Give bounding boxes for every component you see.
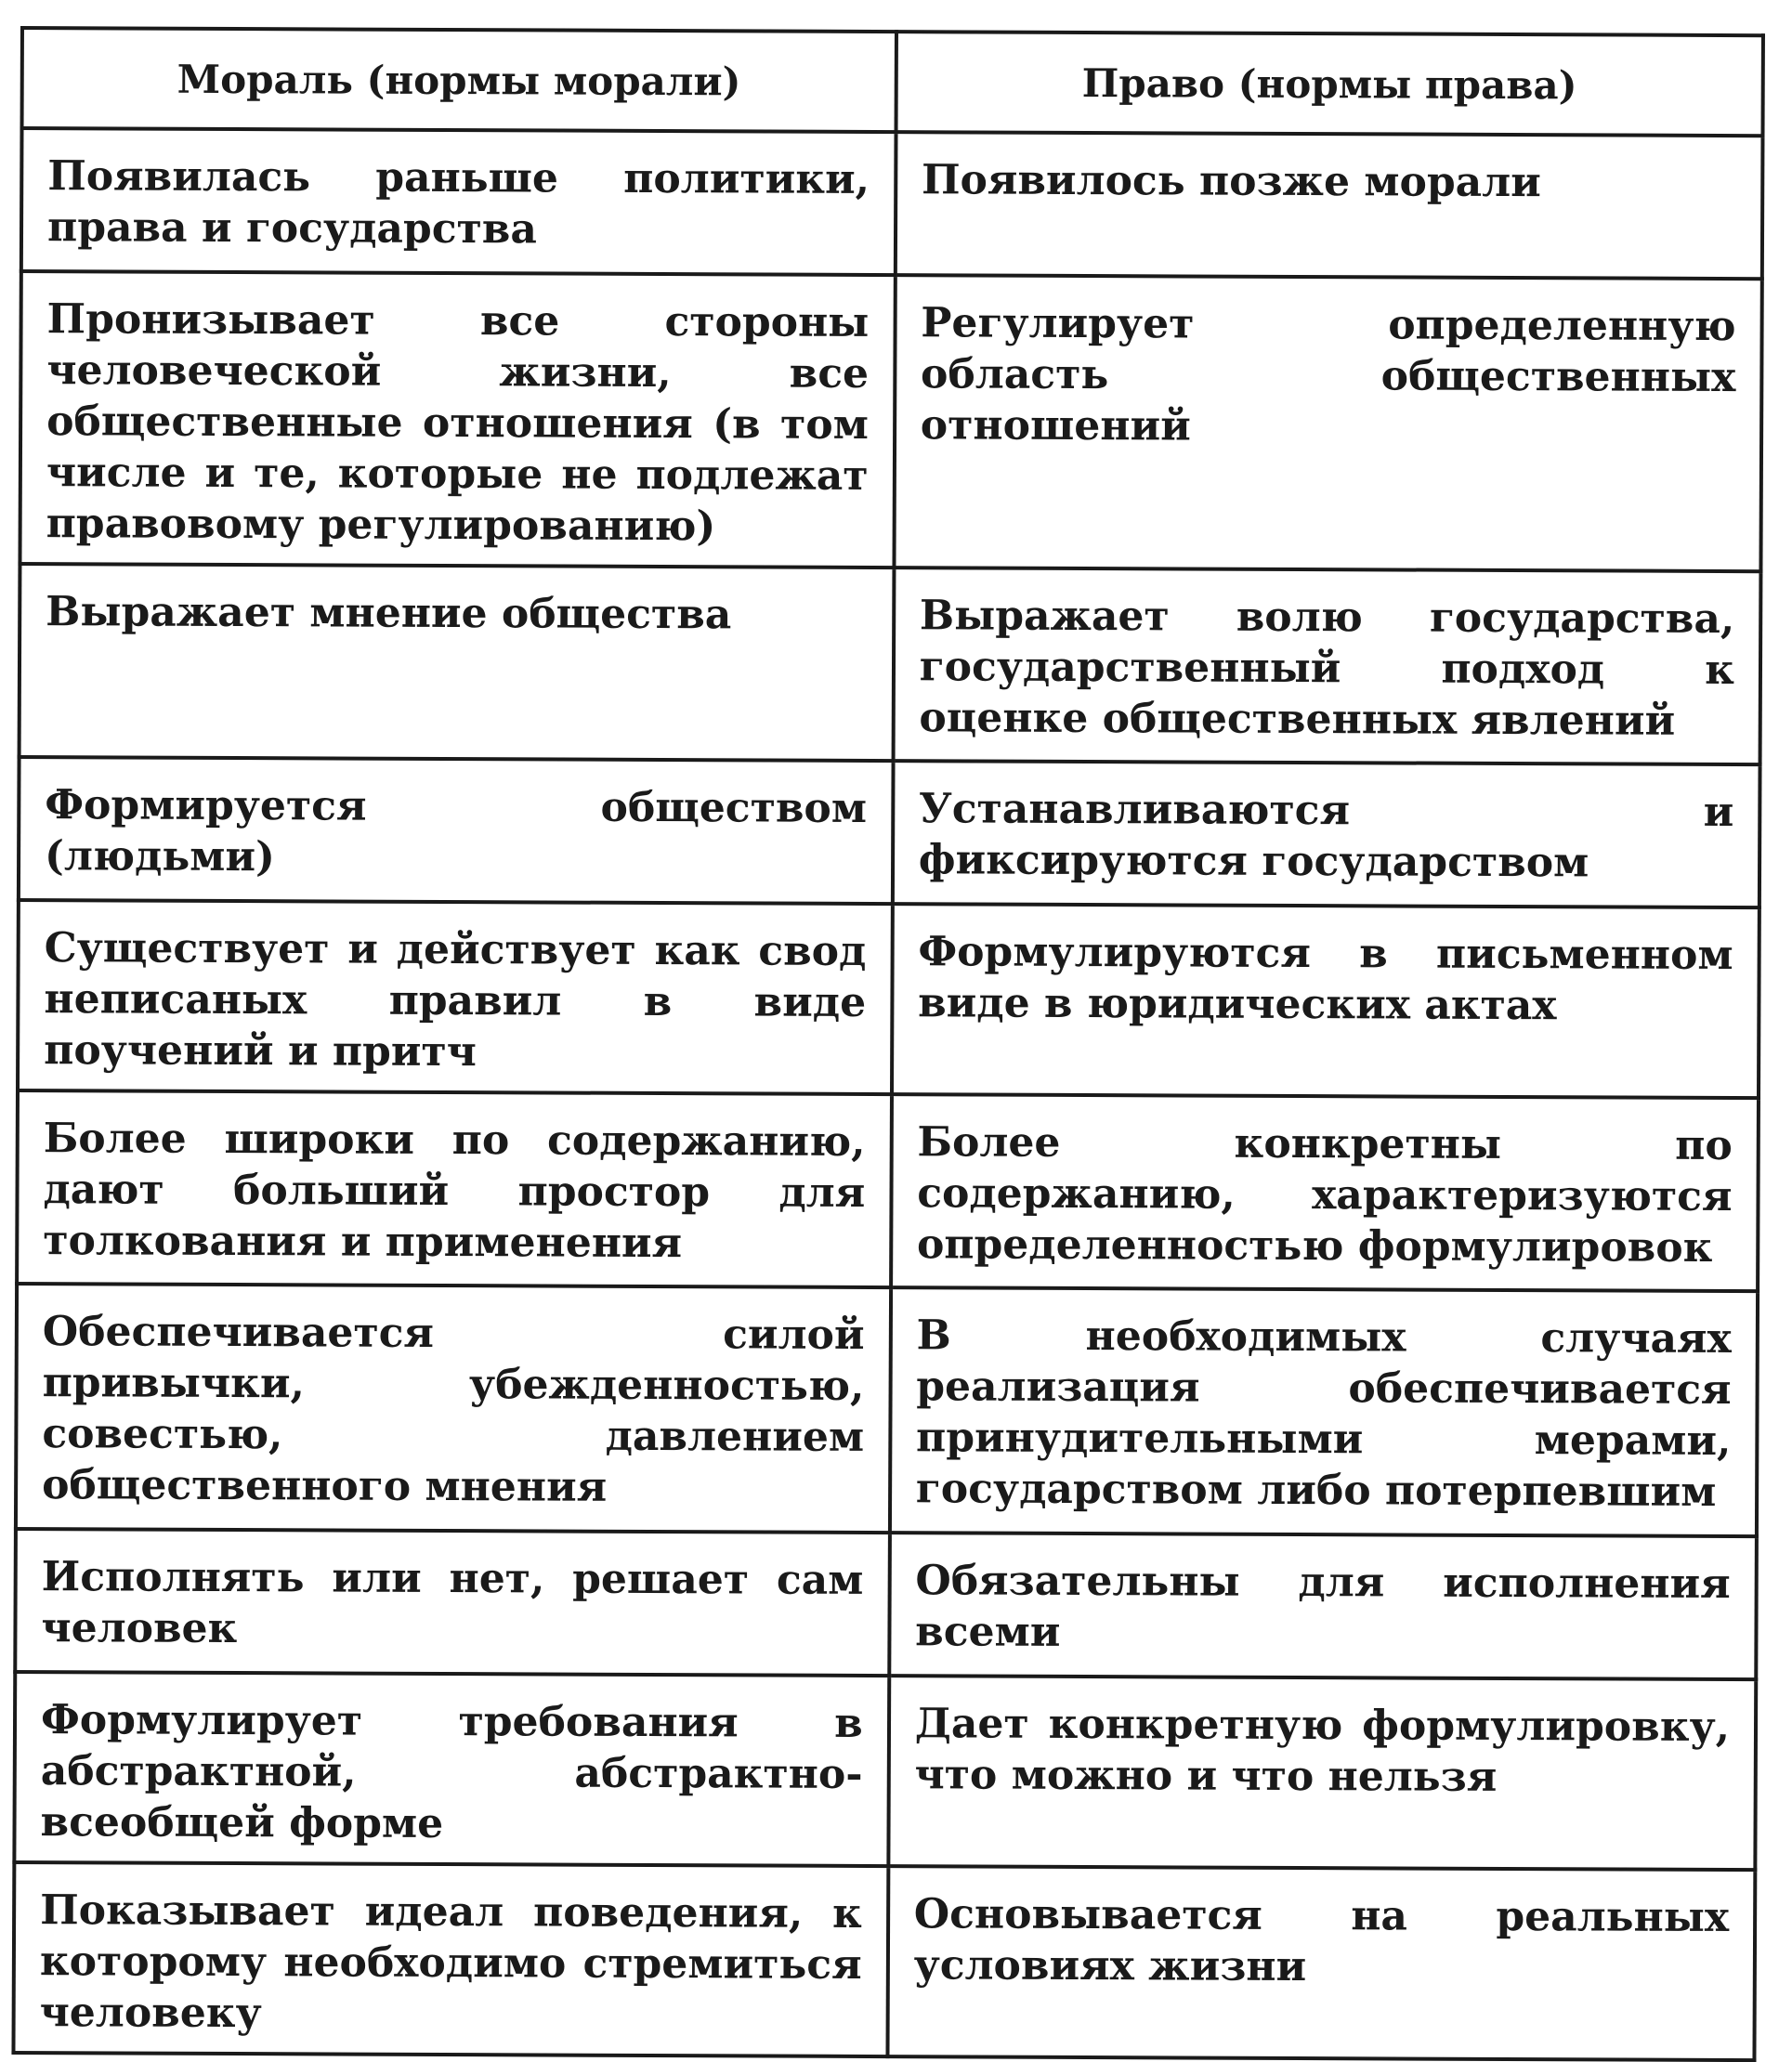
table-row — [19, 757, 1760, 907]
morality-law-comparison-table — [11, 26, 1765, 2062]
morality-cell: Существует и действует как свод неписаных правил в виде поучений и притч — [18, 900, 893, 1094]
header-law: Право (нормы права) — [896, 32, 1763, 136]
table-header-row — [22, 28, 1763, 136]
morality-cell: Формулирует требования в абстрактной, абстрактно-всеобщей форме — [14, 1672, 889, 1866]
table-row — [14, 1672, 1756, 1870]
law-cell: Регулирует определенную область общественных отношений — [894, 275, 1762, 571]
table-row — [15, 1529, 1757, 1679]
law-cell: В необходимых случаях реализация обеспечивается принудительными мерами, государством либо потерпевшим — [890, 1287, 1758, 1536]
law-cell: Устанавливаются и фиксируются государством — [893, 761, 1760, 907]
table-row — [20, 271, 1761, 571]
morality-cell: Исполнять или нет, решает сам человек — [15, 1529, 889, 1676]
morality-cell: Появилась раньше политики, права и государства — [21, 128, 896, 275]
table-row — [16, 1284, 1758, 1536]
law-cell: Дает конкретную формулировку, что можно и что нельзя — [888, 1676, 1756, 1870]
morality-cell: Обеспечивается силой привычки, убежденностью, совестью, давлением общественного мнения — [16, 1284, 891, 1533]
table-row — [18, 900, 1759, 1098]
table-row — [13, 1862, 1755, 2060]
law-cell: Основывается на реальных условиях жизни — [887, 1866, 1755, 2060]
law-cell: Более конкретны по содержанию, характеризуются определенностью формулировок — [891, 1094, 1759, 1291]
morality-cell: Пронизывает все стороны человеческой жизни, все общественные отношения (в том числе и те, которые не подлежат правовому регулированию) — [20, 271, 895, 568]
law-cell: Выражает волю государства, государственный подход к оценке общественных явлений — [893, 568, 1760, 764]
law-cell: Формулируются в письменном виде в юридических актах — [892, 904, 1759, 1098]
morality-cell: Формируется обществом (людьми) — [19, 757, 893, 904]
header-morality: Мораль (нормы морали) — [22, 28, 896, 132]
morality-cell: Показывает идеал поведения, к которому необходимо стремиться человеку — [13, 1862, 888, 2056]
comparison-table-container — [12, 26, 1765, 2038]
morality-cell: Более широки по содержанию, дают больший простор для толкования и применения — [17, 1090, 892, 1287]
law-cell: Появилось позже морали — [896, 132, 1763, 279]
morality-cell: Выражает мнение общества — [20, 564, 895, 761]
law-cell: Обязательны для исполнения всеми — [889, 1533, 1757, 1679]
table-row — [21, 128, 1763, 279]
table-row — [17, 1090, 1759, 1291]
table-row — [20, 564, 1761, 764]
